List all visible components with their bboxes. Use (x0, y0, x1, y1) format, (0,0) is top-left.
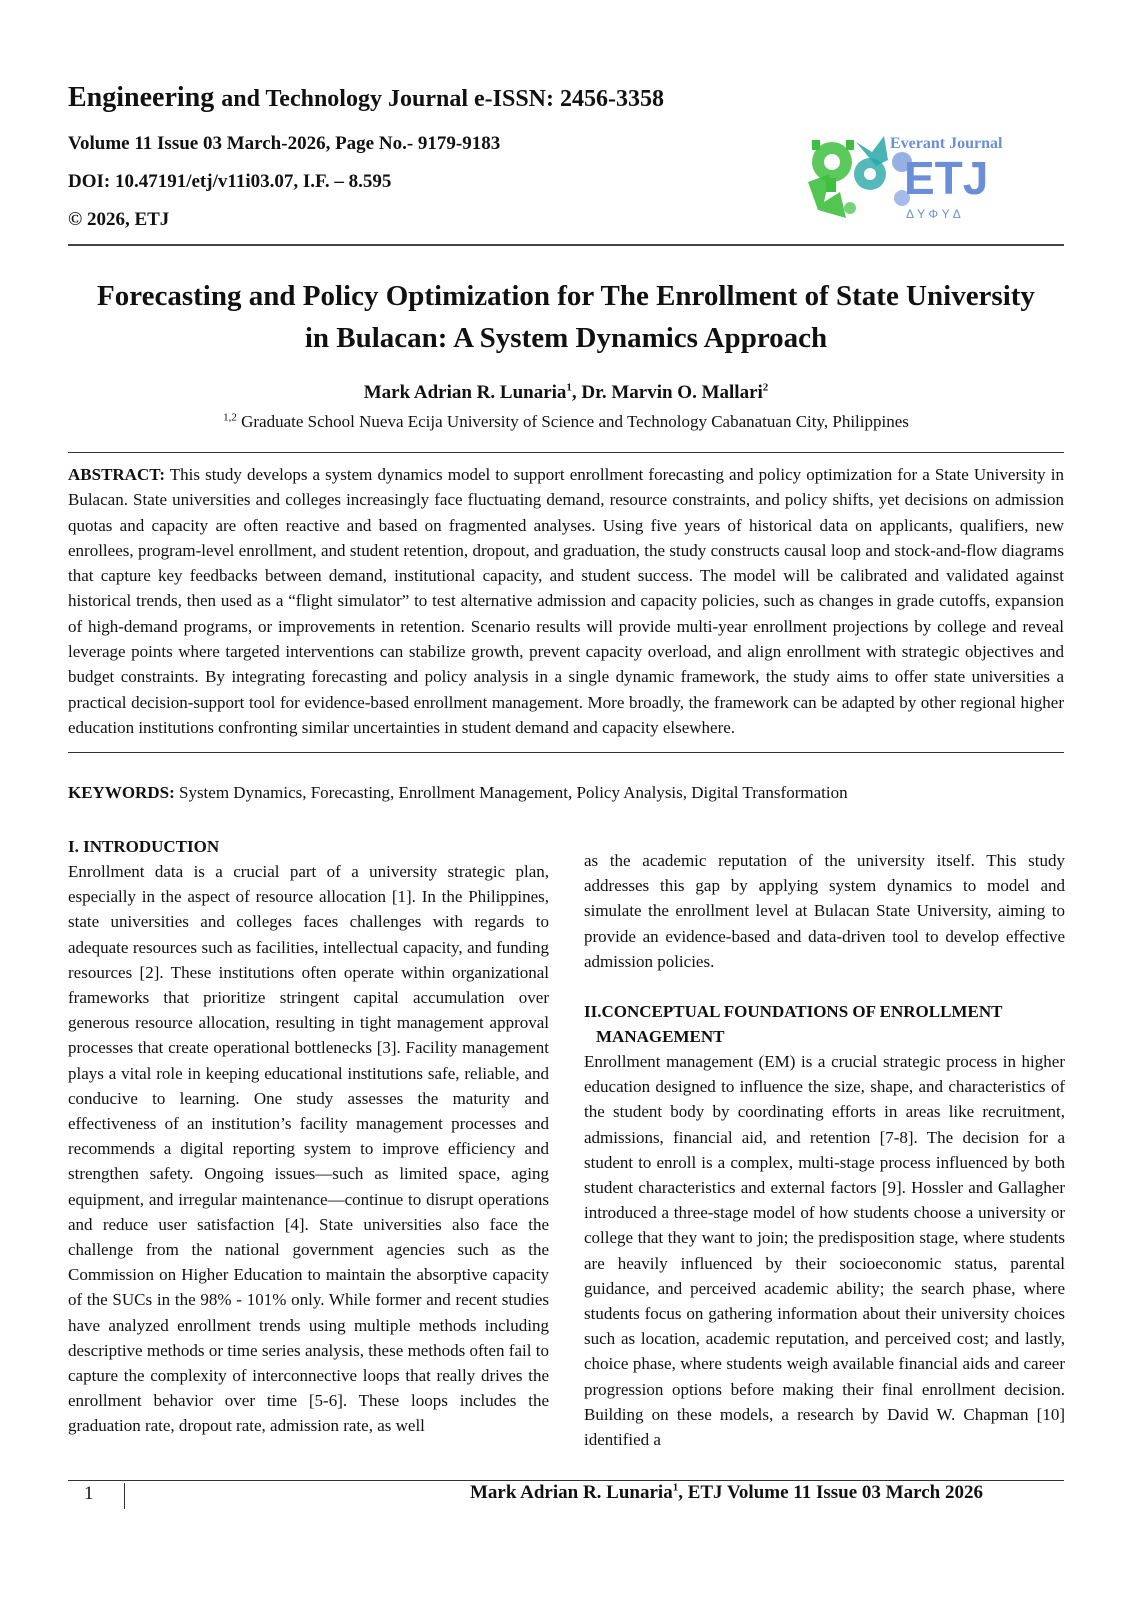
keywords (68, 780, 1064, 805)
paper-title (68, 275, 1064, 359)
intro-paragraph: Enrollment data is a crucial part of a university strategic plan, especially in the aspect of resource allocation [1]. In the Philippines, state universities and colleges faces challenges with regards to adequate resources such as facilities, intellectual capacity, and funding resources [2]. These institutions often operate within organizational frameworks that prioritize stringent capital accumulation over generous resource allocation, resulting in tight management approval processes that create operational bottlenecks [3]. Facility management plays a vital role in keeping educational institutions safe, reliable, and conducive to learning. One study assesses the maturity and effectiveness of an institution’s facility management processes and recommends a digital reporting system to improve efficiency and strengthen safety. Ongoing issues—such as limited space, aging equipment, and irregular maintenance—continue to disrupt operations and reduce user satisfaction [4]. State universities also face the challenge from the national government agencies such as the Commission on Higher Education to maintain the absorptive capacity of the SUCs in the 98% - 101% only. While former and recent studies have analyzed enrollment trends using multiple methods including descriptive methods or time series analysis, these methods often fail to capture the complexity of interconnective loops that really drives the enrollment behavior over time [5-6]. These loops includes the graduation rate, dropout rate, admission rate, as well (68, 862, 549, 1436)
keywords-text: System Dynamics, Forecasting, Enrollment Management, Policy Analysis, Digital Transformation (174, 783, 848, 802)
affiliation-line (68, 410, 1064, 434)
section2-heading-line1: II.CONCEPTUAL FOUNDATIONS OF ENROLLMENT (584, 1002, 1003, 1022)
footer-journal-ref: , ETJ Volume 11 Issue 03 March 2026 (678, 1482, 983, 1503)
journal-title-rest: and Technology Journal e-ISSN: 2456-3358 (221, 86, 664, 112)
author-line (68, 380, 1064, 406)
abstract-text: This study develops a system dynamics model to support enrollment forecasting and policy optimization for a State University in Bulacan. State universities and colleges increasingly face fluctuating demand, resource constraints, and policy shifts, yet decisions on admission quotas and capacity are often reactive and based on fragmented analyses. Using five years of historical data on applicants, qualifiers, new enrollees, program-level enrollment, and student retention, dropout, and graduation, the study constructs causal loop and stock-and-flow diagrams that capture key feedbacks between demand, institutional capacity, and student success. The model will be calibrated and validated against historical trends, then used as a “flight simulator” to test alternative admission and capacity policies, such as changes in grade cutoffs, expansion of high-demand programs, or improvements in retention. Scenario results will provide multi-year enrollment projections by college and reveal leverage points where targeted interventions can stabilize growth, prevent capacity overload, and align enrollment with strategic objectives and budget constraints. By integrating forecasting and policy analysis in a single dynamic framework, the study aims to offer state universities a practical decision-support tool for evidence-based enrollment management. More broadly, the framework can be adapted by other regional higher education institutions confronting similar uncertainties in student demand and capacity elsewhere. (68, 465, 1064, 737)
affiliation-sup: 1,2 (223, 411, 237, 424)
intro-heading: I. INTRODUCTION (68, 837, 220, 856)
journal-logo (806, 122, 1012, 226)
paper-title-line1: Forecasting and Policy Optimization for The Enrollment of State University (97, 280, 1035, 312)
footer-author: Mark Adrian R. Lunaria (470, 1482, 673, 1503)
header-rule (68, 244, 1064, 246)
abstract-top-rule (68, 452, 1064, 453)
keywords-label: KEYWORDS: (68, 783, 175, 802)
footer-divider (124, 1483, 125, 1509)
footer-author-sup: 1 (672, 1481, 679, 1494)
author-2: Dr. Marvin O. Mallari (581, 382, 763, 403)
section2-heading-line2: MANAGEMENT (596, 1027, 725, 1047)
author-sep: , (571, 382, 582, 403)
footer-rule (68, 1480, 1064, 1481)
affiliation-text: Graduate School Nueva Ecija University of Science and Technology Cabanatuan City, Philippines (236, 412, 909, 431)
abstract (68, 462, 1064, 740)
abstract-bottom-rule (68, 752, 1064, 753)
paper-title-line2: in Bulacan: A System Dynamics Approach (304, 322, 828, 354)
abstract-label: ABSTRACT: (68, 465, 165, 484)
volume-line: Volume 11 Issue 03 March-2026, Page No.- 9179-9183 (68, 133, 501, 154)
journal-header (68, 80, 768, 233)
intro-paragraph-continued: as the academic reputation of the university itself. This study addresses this gap by applying system dynamics to model and simulate the enrollment level at Bulacan State University, aiming to provide an evidence-based and data-driven tool to develop effective admission policies. (584, 851, 1065, 971)
logo-text-top: Everant Journal (890, 135, 1003, 152)
footer-citation (470, 1482, 983, 1504)
page-number: 1 (84, 1483, 94, 1504)
copyright-line: © 2026, ETJ (68, 209, 170, 230)
right-column (584, 848, 1065, 1452)
left-column (68, 834, 549, 1439)
logo-text-sub: ΔΥΦΥΔ (906, 207, 965, 221)
logo-text-main: ETJ (904, 152, 989, 204)
doi-line: DOI: 10.47191/etj/v11i03.07, I.F. – 8.595 (68, 171, 392, 192)
journal-title-big: Engineering (68, 82, 215, 113)
journal-title (68, 80, 768, 117)
author-2-sup: 2 (762, 381, 769, 394)
section2-paragraph: Enrollment management (EM) is a crucial strategic process in higher education designed to influence the size, shape, and characteristics of the student body by coordinating efforts in areas like recruitment, admissions, financial aid, and retention [7-8]. The decision for a student to enroll is a complex, multi-stage process influenced by both student characteristics and external factors [9]. Hossler and Gallagher introduced a three-stage model of how students choose a university or college that they want to join; the predisposition stage, where students are heavily influenced by their socioeconomic status, parental guidance, and perceived academic ability; the search phase, where students focus on gathering information about their university choices such as location, academic reputation, and perceived cost; and lastly, choice phase, where students weigh available financial aids and career progression options before making their final enrollment decision. Building on these models, a research by David W. Chapman [10] identified a (584, 1052, 1065, 1450)
author-1: Mark Adrian R. Lunaria (363, 382, 567, 403)
author-1-sup: 1 (566, 381, 572, 394)
